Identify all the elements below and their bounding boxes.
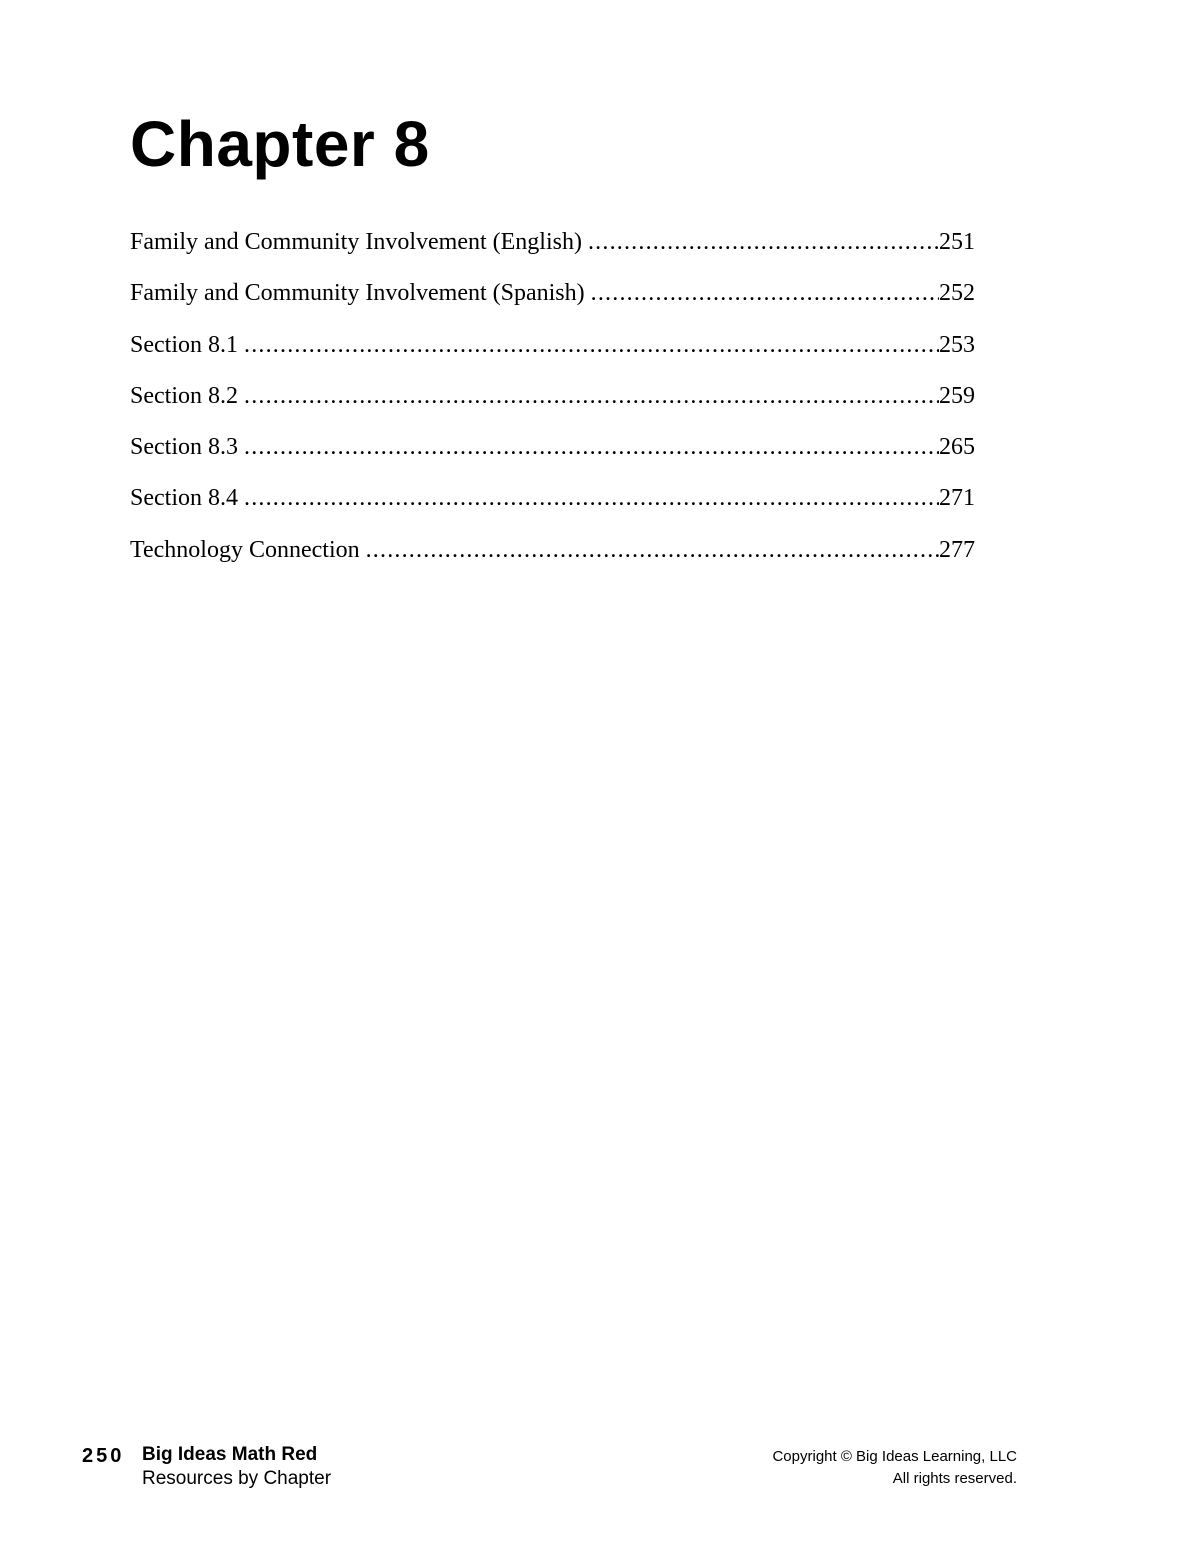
toc-entry-label: Section 8.1: [130, 331, 238, 358]
toc-entry-page: 253: [939, 331, 975, 358]
toc-entry-section-8-3[interactable]: [130, 427, 975, 478]
toc-entry-page: 277: [939, 536, 975, 563]
rights-line: All rights reserved.: [892, 1470, 1017, 1487]
toc-entry-page: 252: [939, 280, 975, 307]
toc-dot-leader: [244, 325, 939, 365]
toc-entry-family-spanish[interactable]: [130, 273, 975, 324]
toc-dot-leader: [244, 376, 939, 416]
toc-entry-label: Family and Community Involvement (English): [130, 229, 582, 255]
footer-book-title: Big Ideas Math Red: [142, 1444, 318, 1465]
toc-dot-leader: [591, 273, 939, 313]
toc-entry-label: Section 8.3: [130, 434, 238, 461]
toc-entry-label: Family and Community Involvement (Spanish): [130, 280, 585, 307]
toc-dot-leader: [244, 427, 939, 467]
toc-entry-section-8-2[interactable]: [130, 376, 975, 427]
toc-entry-label: Technology Connection: [130, 536, 360, 563]
toc-entry-page: 265: [939, 434, 975, 461]
toc-entry-section-8-1[interactable]: [130, 325, 975, 376]
toc-dot-leader: [366, 530, 939, 570]
chapter-title: Chapter 8: [130, 108, 430, 180]
footer-book-info: [142, 1443, 331, 1491]
footer-book-subtitle: Resources by Chapter: [142, 1468, 332, 1489]
footer-copyright: [772, 1446, 1017, 1490]
toc-dot-leader: [588, 222, 939, 262]
table-of-contents: [130, 222, 975, 581]
footer-page-number: 250: [82, 1445, 125, 1467]
toc-entry-page: 271: [939, 485, 975, 512]
toc-entry-technology-connection[interactable]: [130, 530, 975, 581]
toc-entry-family-english[interactable]: [130, 222, 975, 273]
toc-entry-label: Section 8.4: [130, 485, 238, 512]
copyright-line: Copyright © Big Ideas Learning, LLC: [772, 1448, 1017, 1465]
toc-entry-page: 251: [939, 229, 975, 255]
toc-entry-label: Section 8.2: [130, 382, 238, 409]
toc-entry-page: 259: [939, 382, 975, 409]
toc-dot-leader: [244, 478, 939, 518]
toc-entry-section-8-4[interactable]: [130, 478, 975, 529]
